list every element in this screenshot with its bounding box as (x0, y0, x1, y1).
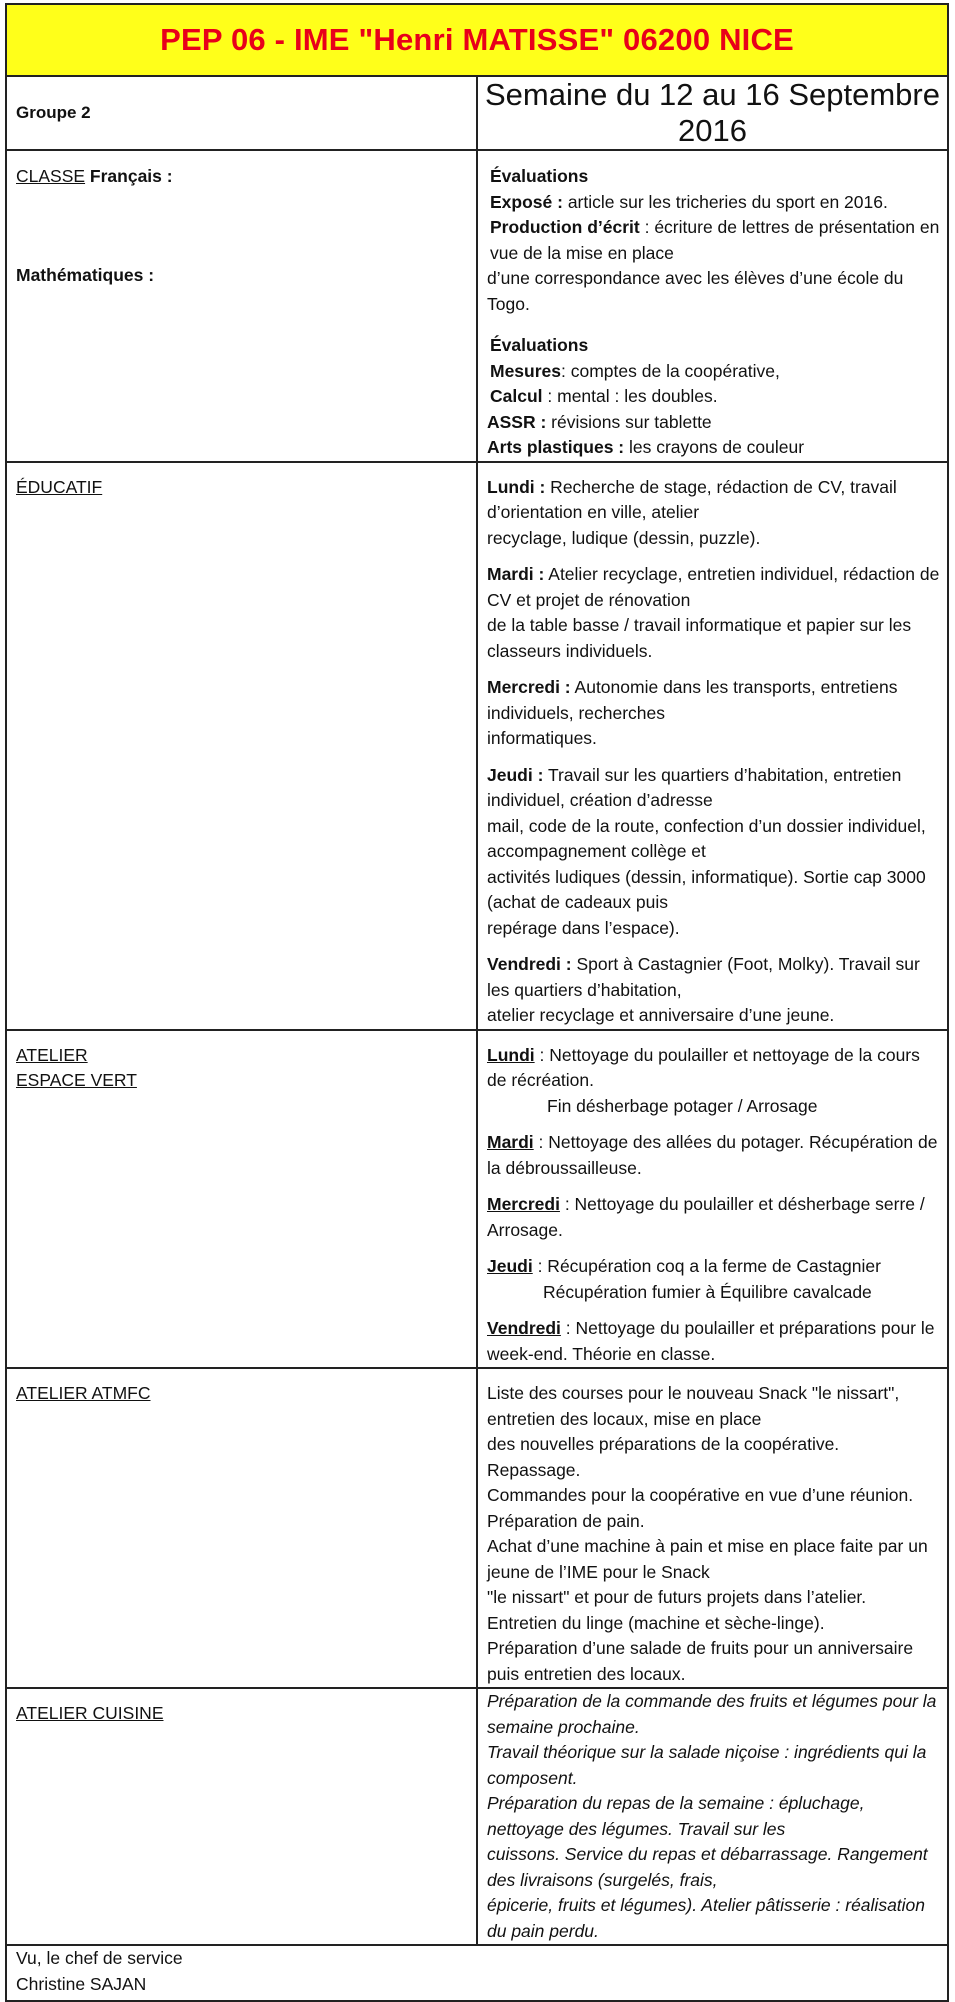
cuisine-line: cuissons. Service du repas et débarrassage. Rangement des livraisons (surgelés, frais, (487, 1844, 928, 1890)
section-espace-vert (6, 1030, 948, 1369)
mesures-label: Mesures (490, 360, 562, 381)
calcul-label: Calcul (490, 386, 543, 406)
cuisine-line: Travail théorique sur la salade niçoise : ingrédients qui la composent. (487, 1742, 927, 1788)
edu-day: Mardi : Atelier recyclage, entretien individuel, rédaction de CV et projet de rénovation (487, 564, 940, 610)
atmfc-line: "le nissart" et pour de futurs projets dans l’atelier. (487, 1587, 867, 1607)
mercredi-text: : Nettoyage du poulailler et désherbage serre / Arrosage. (487, 1194, 925, 1240)
lundi-label: Lundi (487, 1044, 535, 1065)
jeudi-label: Jeudi (487, 1256, 533, 1276)
espace-vert-label-2: ESPACE VERT (16, 1070, 137, 1090)
signature-row (6, 1945, 948, 2001)
cuisine-line: Préparation du repas de la semaine : épluchage, nettoyage des légumes. Travail sur les (487, 1793, 865, 1839)
calcul-text: : mental : les doubles. (542, 386, 718, 406)
math-label: Mathématiques : (16, 264, 155, 285)
cuisine-content (477, 1688, 948, 1945)
edu-line: de la table basse / travail informatique et papier sur les classeurs individuels. (487, 615, 912, 661)
espace-vert-content (477, 1030, 948, 1369)
production-text-2: d’une correspondance avec les élèves d’une école du Togo. (487, 268, 904, 314)
section-classe (6, 150, 948, 462)
educatif-content (477, 462, 948, 1030)
arts-text: les crayons de couleur (624, 437, 805, 457)
classe-label (7, 151, 476, 190)
expose-label: Exposé : (490, 191, 563, 212)
title-banner (6, 4, 948, 76)
lundi-text: : Nettoyage du poulailler et nettoyage de la cours de récréation. (487, 1044, 920, 1090)
edu-line: mail, code de la route, confection d’un dossier individuel, accompagnement collège et (487, 815, 926, 861)
atmfc-line: Préparation de pain. (487, 1510, 645, 1531)
section-educatif (6, 462, 948, 1030)
expose-text: article sur les tricheries du sport en 2016. (562, 191, 888, 212)
edu-line: repérage dans l’espace). (487, 917, 680, 938)
week-cell (477, 76, 948, 150)
atmfc-line: Achat d’une machine à pain et mise en place faite par un jeune de l’IME pour le Snack (487, 1536, 928, 1582)
lundi-text-2: Fin désherbage potager / Arrosage (547, 1095, 818, 1116)
edu-day: Vendredi : Sport à Castagnier (Foot, Molky). Travail sur les quartiers d’habitation, (487, 954, 920, 1000)
section-label-cell (6, 1688, 477, 1945)
section-label-cell (6, 1368, 477, 1688)
jeudi-text: : Récupération coq a la ferme de Castagnier (532, 1256, 881, 1276)
edu-line: activités ludiques (dessin, informatique). Sortie cap 3000 (achat de cadeaux puis (487, 866, 926, 912)
vendredi-text: : Nettoyage du poulailler et préparations pour le week-end. Théorie en classe. (487, 1318, 935, 1364)
cuisine-line: Préparation de la commande des fruits et légumes pour la semaine prochaine. (487, 1691, 937, 1737)
edu-day: Jeudi : Travail sur les quartiers d’habitation, entretien individuel, création d’adresse (487, 764, 902, 810)
section-label-cell (6, 1030, 477, 1369)
mesures-text: : comptes de la coopérative, (561, 360, 780, 381)
atmfc-label: ATELIER ATMFC (16, 1383, 151, 1403)
section-label-cell (6, 150, 477, 462)
atmfc-line: Commandes pour la coopérative en vue d’une réunion. (487, 1485, 914, 1505)
signature-line-2: Christine SAJAN (16, 1973, 147, 1994)
edu-line: informatiques. (487, 728, 597, 748)
mercredi-label: Mercredi (487, 1194, 560, 1214)
page-title: PEP 06 - IME "Henri MATISSE" 06200 NICE (160, 22, 794, 57)
classe-word: CLASSE (16, 166, 86, 186)
francais-word: Français : (85, 166, 173, 186)
arts-label: Arts plastiques : (487, 437, 625, 457)
document (5, 3, 949, 2002)
atmfc-line: Repassage. (487, 1459, 581, 1480)
classe-content (477, 150, 948, 462)
atmfc-line: Préparation d’une salade de fruits pour un anniversaire puis entretien des locaux. (487, 1638, 914, 1684)
atmfc-line: Entretien du linge (machine et sèche-linge). (487, 1612, 825, 1633)
jeudi-text-2: Récupération fumier à Équilibre cavalcade (543, 1281, 872, 1302)
edu-line: recyclage, ludique (dessin, puzzle). (487, 527, 761, 548)
section-atmfc (6, 1368, 948, 1688)
edu-day: Mercredi : Autonomie dans les transports, entretiens individuels, recherches (487, 677, 898, 723)
vendredi-label: Vendredi (487, 1318, 561, 1338)
fr-eval: Évaluations (490, 166, 589, 186)
mardi-label: Mardi (487, 1132, 534, 1152)
group-cell (6, 76, 477, 150)
atmfc-line: Liste des courses pour le nouveau Snack "le nissart", entretien des locaux, mise en place (487, 1383, 900, 1429)
section-label-cell (6, 462, 477, 1030)
atmfc-line: des nouvelles préparations de la coopérative. (487, 1434, 840, 1454)
assr-label: ASSR : (487, 411, 547, 432)
signature-cell (6, 1945, 948, 2001)
cuisine-line: épicerie, fruits et légumes). Atelier pâtisserie : réalisation du pain perdu. (487, 1895, 926, 1941)
atmfc-content (477, 1368, 948, 1688)
educatif-label: ÉDUCATIF (16, 476, 103, 497)
week-title: Semaine du 12 au 16 Septembre 2016 (485, 77, 940, 148)
production-text: : écriture de lettres de présentation en vue de la mise en place (490, 217, 940, 263)
math-eval: Évaluations (490, 335, 589, 355)
assr-text: révisions sur tablette (546, 411, 712, 432)
signature-line-1: Vu, le chef de service (16, 1948, 183, 1968)
group-label: Groupe 2 (16, 103, 91, 122)
edu-line: atelier recyclage et anniversaire d’une jeune. (487, 1005, 835, 1025)
mardi-text: : Nettoyage des allées du potager. Récupération de la débroussailleuse. (487, 1132, 938, 1178)
cuisine-label: ATELIER CUISINE (16, 1703, 164, 1723)
production-label: Production d’écrit (490, 217, 640, 237)
section-cuisine (6, 1688, 948, 1945)
schedule-table (5, 3, 949, 2002)
espace-vert-label-1: ATELIER (16, 1044, 88, 1065)
edu-day: Lundi : Recherche de stage, rédaction de CV, travail d’orientation en ville, atelier (487, 476, 897, 522)
